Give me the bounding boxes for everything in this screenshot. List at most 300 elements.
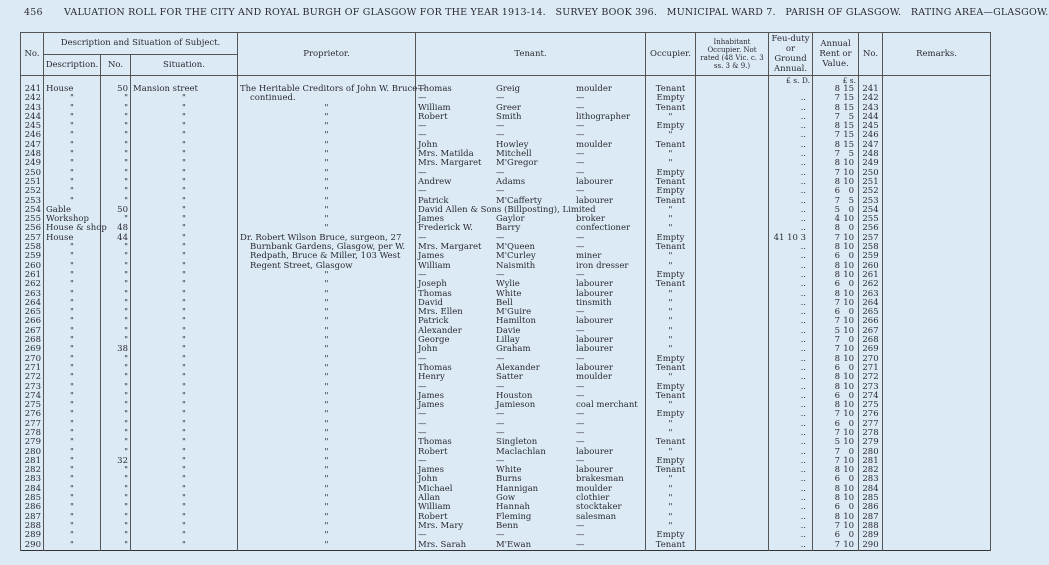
- remarks: [883, 494, 991, 503]
- occupier: ": [646, 345, 696, 354]
- entry-number-right: 277: [859, 420, 883, 429]
- entry-number: 288: [21, 522, 44, 531]
- entry-number: 275: [21, 401, 44, 410]
- feu-duty: ..: [769, 215, 813, 224]
- tenant-surname: —: [496, 381, 505, 392]
- description: ": [44, 485, 101, 494]
- tenant-surname: Wylie: [496, 279, 520, 290]
- tenant-first-name: Alexander: [418, 325, 462, 336]
- feu-duty: ..: [769, 243, 813, 252]
- entry-number: 262: [21, 280, 44, 289]
- tenant-first-name: —: [418, 409, 427, 420]
- entry-number-right: 256: [859, 224, 883, 233]
- description: ": [44, 122, 101, 131]
- inhabitant-occupier: [696, 531, 769, 540]
- tenant-first-name: —: [418, 353, 427, 364]
- rent-pounds: 6: [834, 418, 841, 429]
- tenant-occupation: brakesman: [576, 474, 624, 485]
- rent-pounds: 8: [834, 400, 841, 411]
- rent-pounds: 7: [834, 455, 841, 466]
- street-number: ": [101, 503, 131, 512]
- street-number: 50: [101, 206, 131, 215]
- feu-duty: ..: [769, 131, 813, 140]
- situation: ": [131, 290, 238, 299]
- occupier: Tenant: [646, 85, 696, 94]
- remarks: [883, 503, 991, 512]
- proprietor: ": [238, 466, 416, 475]
- rent-shillings: 10: [843, 158, 855, 169]
- remarks: [883, 141, 991, 150]
- occupier: Empty: [646, 383, 696, 392]
- feu-duty: ..: [769, 94, 813, 103]
- entry-number-right: 248: [859, 150, 883, 159]
- feu-duty: ..: [769, 252, 813, 261]
- table-row: [21, 410, 991, 419]
- col-situation: Situation.: [131, 54, 238, 76]
- tenant-surname: White: [496, 465, 522, 476]
- entry-number-right: 274: [859, 392, 883, 401]
- rent-shillings: 10: [843, 381, 855, 392]
- tenant-first-name: Mrs. Margaret: [418, 242, 482, 253]
- table-row: [21, 178, 991, 187]
- feu-duty: ..: [769, 150, 813, 159]
- situation: ": [131, 475, 238, 484]
- inhabitant-occupier: [696, 85, 769, 94]
- proprietor: ": [238, 197, 416, 206]
- entry-number: 283: [21, 475, 44, 484]
- entry-number-right: 263: [859, 290, 883, 299]
- description: ": [44, 280, 101, 289]
- occupier: ": [646, 503, 696, 512]
- proprietor: ": [238, 290, 416, 299]
- tenant-occupation: —: [576, 232, 585, 243]
- rent-pounds: 5: [834, 325, 841, 336]
- situation: ": [131, 522, 238, 531]
- remarks: [883, 457, 991, 466]
- inhabitant-occupier: [696, 104, 769, 113]
- entry-number-right: 280: [859, 448, 883, 457]
- tenant-occupation: labourer: [576, 362, 613, 373]
- entry-number-right: 284: [859, 485, 883, 494]
- street-number: ": [101, 150, 131, 159]
- inhabitant-occupier: [696, 392, 769, 401]
- rent-shillings: 10: [843, 409, 855, 420]
- feu-duty: ..: [769, 141, 813, 150]
- situation: ": [131, 383, 238, 392]
- street-number: ": [101, 197, 131, 206]
- description: ": [44, 187, 101, 196]
- remarks: [883, 280, 991, 289]
- rent-shillings: 10: [843, 372, 855, 383]
- feu-duty: ..: [769, 280, 813, 289]
- tenant-first-name: Mrs. Sarah: [418, 539, 467, 550]
- col-no: No.: [21, 33, 44, 76]
- street-number: ": [101, 522, 131, 531]
- tenant-first-name: Thomas: [418, 84, 452, 94]
- tenant-occupation: —: [576, 186, 585, 197]
- proprietor: ": [238, 317, 416, 326]
- situation: ": [131, 438, 238, 447]
- proprietor: ": [238, 141, 416, 150]
- remarks: [883, 85, 991, 94]
- tenant-first-name: Frederick W.: [418, 223, 473, 234]
- feu-duty: ..: [769, 475, 813, 484]
- situation: ": [131, 169, 238, 178]
- tenant-occupation: labourer: [576, 288, 613, 299]
- street-number: ": [101, 243, 131, 252]
- proprietor: Regent Street, Glasgow: [238, 262, 416, 271]
- remarks: [883, 187, 991, 196]
- inhabitant-occupier: [696, 280, 769, 289]
- entry-number-right: 270: [859, 355, 883, 364]
- inhabitant-occupier: [696, 541, 769, 551]
- feu-duty: ..: [769, 178, 813, 187]
- situation: ": [131, 373, 238, 382]
- remarks: [883, 429, 991, 438]
- description: ": [44, 327, 101, 336]
- street-number: ": [101, 252, 131, 261]
- entry-number: 247: [21, 141, 44, 150]
- entry-number-right: 243: [859, 104, 883, 113]
- entry-number-right: 254: [859, 206, 883, 215]
- description: ": [44, 503, 101, 512]
- proprietor: ": [238, 457, 416, 466]
- proprietor: ": [238, 438, 416, 447]
- proprietor: ": [238, 364, 416, 373]
- occupier: Empty: [646, 355, 696, 364]
- inhabitant-occupier: [696, 206, 769, 215]
- street-number: ": [101, 317, 131, 326]
- situation: ": [131, 159, 238, 168]
- street-number: ": [101, 401, 131, 410]
- tenant-first-name: John: [418, 344, 438, 355]
- entry-number-right: 289: [859, 531, 883, 540]
- tenant-occupation: labourer: [576, 176, 613, 187]
- occupier: Tenant: [646, 438, 696, 447]
- proprietor: ": [238, 485, 416, 494]
- entry-number: 259: [21, 252, 44, 261]
- tenant-occupation: labourer: [576, 344, 613, 355]
- tenant-surname: Adams: [496, 176, 526, 187]
- feu-duty: ..: [769, 373, 813, 382]
- inhabitant-occupier: [696, 373, 769, 382]
- situation: ": [131, 503, 238, 512]
- occupier: ": [646, 513, 696, 522]
- col-num: No.: [101, 54, 131, 76]
- remarks: [883, 317, 991, 326]
- rent-shillings: 0: [848, 502, 855, 513]
- entry-number-right: 244: [859, 113, 883, 122]
- rent-shillings: 0: [848, 204, 855, 215]
- remarks: [883, 336, 991, 345]
- street-number: 48: [101, 224, 131, 233]
- occupier: Empty: [646, 94, 696, 103]
- tenant-occupation: —: [576, 418, 585, 429]
- tenant-first-name: —: [418, 93, 427, 104]
- tenant-surname: Singleton: [496, 437, 538, 448]
- entry-number-right: 286: [859, 503, 883, 512]
- occupier: ": [646, 373, 696, 382]
- rent-pounds: 7: [834, 167, 841, 178]
- rent-pounds: 8: [834, 465, 841, 476]
- rent-pounds: 6: [834, 251, 841, 262]
- rent-pounds: 7: [834, 111, 841, 122]
- tenant-occupation: coal merchant: [576, 400, 638, 411]
- tenant: [416, 373, 646, 382]
- occupier: ": [646, 290, 696, 299]
- entry-number-right: 276: [859, 410, 883, 419]
- tenant-occupation: labourer: [576, 279, 613, 290]
- entry-number: 290: [21, 541, 44, 551]
- tenant-first-name: Thomas: [418, 437, 452, 448]
- situation: ": [131, 178, 238, 187]
- tenant-surname: —: [496, 130, 505, 141]
- proprietor: ": [238, 178, 416, 187]
- entry-number-right: 249: [859, 159, 883, 168]
- proprietor: ": [238, 522, 416, 531]
- rent-shillings: 15: [843, 121, 855, 132]
- rent-shillings: 0: [848, 390, 855, 401]
- rent-pounds: 7: [834, 409, 841, 420]
- rent-pounds: 7: [834, 344, 841, 355]
- tenant-occupation: —: [576, 158, 585, 169]
- feu-duty: ..: [769, 122, 813, 131]
- tenant-occupation: stocktaker: [576, 502, 622, 513]
- feu-duty: ..: [769, 401, 813, 410]
- street-number: ": [101, 159, 131, 168]
- tenant-surname: Davie: [496, 325, 521, 336]
- description: ": [44, 373, 101, 382]
- occupier: Empty: [646, 410, 696, 419]
- street-number: 38: [101, 345, 131, 354]
- feu-duty: ..: [769, 345, 813, 354]
- inhabitant-occupier: [696, 345, 769, 354]
- feu-duty: ..: [769, 224, 813, 233]
- tenant-occupation: —: [576, 130, 585, 141]
- feu-duty: ..: [769, 494, 813, 503]
- tenant-occupation: —: [576, 269, 585, 280]
- situation: ": [131, 150, 238, 159]
- proprietor: ": [238, 429, 416, 438]
- tenant-first-name: Michael: [418, 483, 453, 494]
- rent-pounds: 5: [834, 437, 841, 448]
- street-number: ": [101, 448, 131, 457]
- tenant-first-name: David: [418, 297, 443, 308]
- entry-number: 271: [21, 364, 44, 373]
- entry-number-right: 262: [859, 280, 883, 289]
- rent-pounds: 6: [834, 390, 841, 401]
- description: ": [44, 271, 101, 280]
- tenant-surname: —: [496, 186, 505, 197]
- entry-number-right: 288: [859, 522, 883, 531]
- tenant-first-name: William: [418, 260, 451, 271]
- description: ": [44, 197, 101, 206]
- tenant-first-name: William: [418, 102, 451, 113]
- entry-number: 272: [21, 373, 44, 382]
- tenant-first-name: Thomas: [418, 288, 452, 299]
- entry-number: 265: [21, 308, 44, 317]
- rent-shillings: 10: [843, 288, 855, 299]
- description: ": [44, 94, 101, 103]
- remarks: [883, 308, 991, 317]
- col-rent: Annual Rent or Value.: [813, 33, 859, 76]
- proprietor: ": [238, 169, 416, 178]
- entry-number: 241: [21, 85, 44, 94]
- tenant-surname: —: [496, 455, 505, 466]
- remarks: [883, 150, 991, 159]
- entry-number: 269: [21, 345, 44, 354]
- street-number: ": [101, 392, 131, 401]
- entry-number-right: 250: [859, 169, 883, 178]
- street-number: ": [101, 364, 131, 373]
- rent-shillings: 10: [843, 232, 855, 243]
- entry-number-right: 253: [859, 197, 883, 206]
- remarks: [883, 541, 991, 551]
- tenant-occupation: moulder: [576, 483, 612, 494]
- entry-number-right: 255: [859, 215, 883, 224]
- street-number: ": [101, 299, 131, 308]
- remarks: [883, 271, 991, 280]
- rent-pounds: 8: [834, 242, 841, 253]
- tenant-surname: Satter: [496, 372, 523, 383]
- tenant-first-name: —: [418, 167, 427, 178]
- tenant-occupation: —: [576, 242, 585, 253]
- situation: ": [131, 224, 238, 233]
- roll-title: VALUATION ROLL FOR THE CITY AND ROYAL BURGH OF GLASGOW FOR THE YEAR 1913-14. SURVEY BOOK 396. MUNICIPAL WARD 7. PARISH OF GLASGOW. RATING AREA—GLASGOW.: [63, 7, 1049, 18]
- description: ": [44, 513, 101, 522]
- description: ": [44, 290, 101, 299]
- rent-shillings: 10: [843, 400, 855, 411]
- tenant: [416, 485, 646, 494]
- occupier: Tenant: [646, 141, 696, 150]
- inhabitant-occupier: [696, 401, 769, 410]
- remarks: [883, 215, 991, 224]
- occupier: ": [646, 475, 696, 484]
- occupier: ": [646, 336, 696, 345]
- occupier: ": [646, 131, 696, 140]
- proprietor: ": [238, 308, 416, 317]
- situation: ": [131, 131, 238, 140]
- situation: ": [131, 215, 238, 224]
- occupier: Tenant: [646, 541, 696, 551]
- entry-number-right: 246: [859, 131, 883, 140]
- situation: ": [131, 466, 238, 475]
- street-number: ": [101, 410, 131, 419]
- remarks: [883, 243, 991, 252]
- entry-number: 244: [21, 113, 44, 122]
- description: ": [44, 141, 101, 150]
- proprietor: continued.: [238, 94, 416, 103]
- proprietor: ": [238, 345, 416, 354]
- street-number: ": [101, 531, 131, 540]
- rent-shillings: 10: [843, 427, 855, 438]
- proprietor: ": [238, 104, 416, 113]
- description: ": [44, 113, 101, 122]
- tenant-occupation: —: [576, 93, 585, 104]
- tenant-surname: Maclachlan: [496, 446, 546, 457]
- entry-number-right: 271: [859, 364, 883, 373]
- tenant-first-name: John: [418, 474, 438, 485]
- street-number: ": [101, 122, 131, 131]
- inhabitant-occupier: [696, 503, 769, 512]
- tenant-first-name: Robert: [418, 511, 448, 522]
- occupier: Tenant: [646, 392, 696, 401]
- entry-number-right: 282: [859, 466, 883, 475]
- occupier: ": [646, 522, 696, 531]
- entry-number-right: 278: [859, 429, 883, 438]
- entry-number: 260: [21, 262, 44, 271]
- tenant-first-name: —: [418, 427, 427, 438]
- rent-pounds: 6: [834, 279, 841, 290]
- tenant-first-name: Henry: [418, 372, 445, 383]
- street-number: ": [101, 271, 131, 280]
- situation: ": [131, 317, 238, 326]
- situation: ": [131, 206, 238, 215]
- description: ": [44, 383, 101, 392]
- rent-pounds: 7: [834, 427, 841, 438]
- remarks: [883, 290, 991, 299]
- tenant-surname: Hamilton: [496, 316, 537, 327]
- entry-number: 264: [21, 299, 44, 308]
- proprietor: Redpath, Bruce & Miller, 103 West: [238, 252, 416, 261]
- table-row: [21, 522, 991, 531]
- entry-number: 280: [21, 448, 44, 457]
- description: ": [44, 150, 101, 159]
- proprietor: ": [238, 122, 416, 131]
- remarks: [883, 355, 991, 364]
- street-number: 50: [101, 85, 131, 94]
- rent-shillings: 10: [843, 167, 855, 178]
- street-number: ": [101, 383, 131, 392]
- occupier: ": [646, 494, 696, 503]
- proprietor: ": [238, 271, 416, 280]
- entry-number-right: 290: [859, 541, 883, 551]
- rent-pounds: 8: [834, 372, 841, 383]
- rent-shillings: 15: [843, 93, 855, 104]
- proprietor: Dr. Robert Wilson Bruce, surgeon, 27: [238, 234, 416, 243]
- tenant-surname: —: [496, 232, 505, 243]
- tenant-surname: Hannah: [496, 502, 530, 513]
- proprietor: ": [238, 280, 416, 289]
- tenant-occupation: moulder: [576, 84, 612, 94]
- remarks: [883, 327, 991, 336]
- entry-number-right: 252: [859, 187, 883, 196]
- rent-pounds: 8: [834, 269, 841, 280]
- tenant-surname: Smith: [496, 111, 522, 122]
- rent-pounds: 6: [834, 186, 841, 197]
- remarks: [883, 206, 991, 215]
- street-number: ": [101, 327, 131, 336]
- tenant: [416, 122, 646, 131]
- remarks: [883, 392, 991, 401]
- rent-pounds: 8: [834, 158, 841, 169]
- tenant-occupation: labourer: [576, 465, 613, 476]
- tenant-occupation: labourer: [576, 446, 613, 457]
- description: Workshop: [44, 215, 101, 224]
- situation: ": [131, 401, 238, 410]
- rent-shillings: 0: [848, 186, 855, 197]
- rent-shillings: 10: [843, 493, 855, 504]
- tenant-occupation: labourer: [576, 316, 613, 327]
- inhabitant-occupier: [696, 383, 769, 392]
- occupier: ": [646, 485, 696, 494]
- tenant-surname: —: [496, 530, 505, 541]
- occupier: ": [646, 401, 696, 410]
- tenant-first-name: Mrs. Margaret: [418, 158, 482, 169]
- tenant-surname: M'Curley: [496, 251, 536, 262]
- tenant-first-name: —: [418, 530, 427, 541]
- tenant-surname: Mitchell: [496, 149, 532, 160]
